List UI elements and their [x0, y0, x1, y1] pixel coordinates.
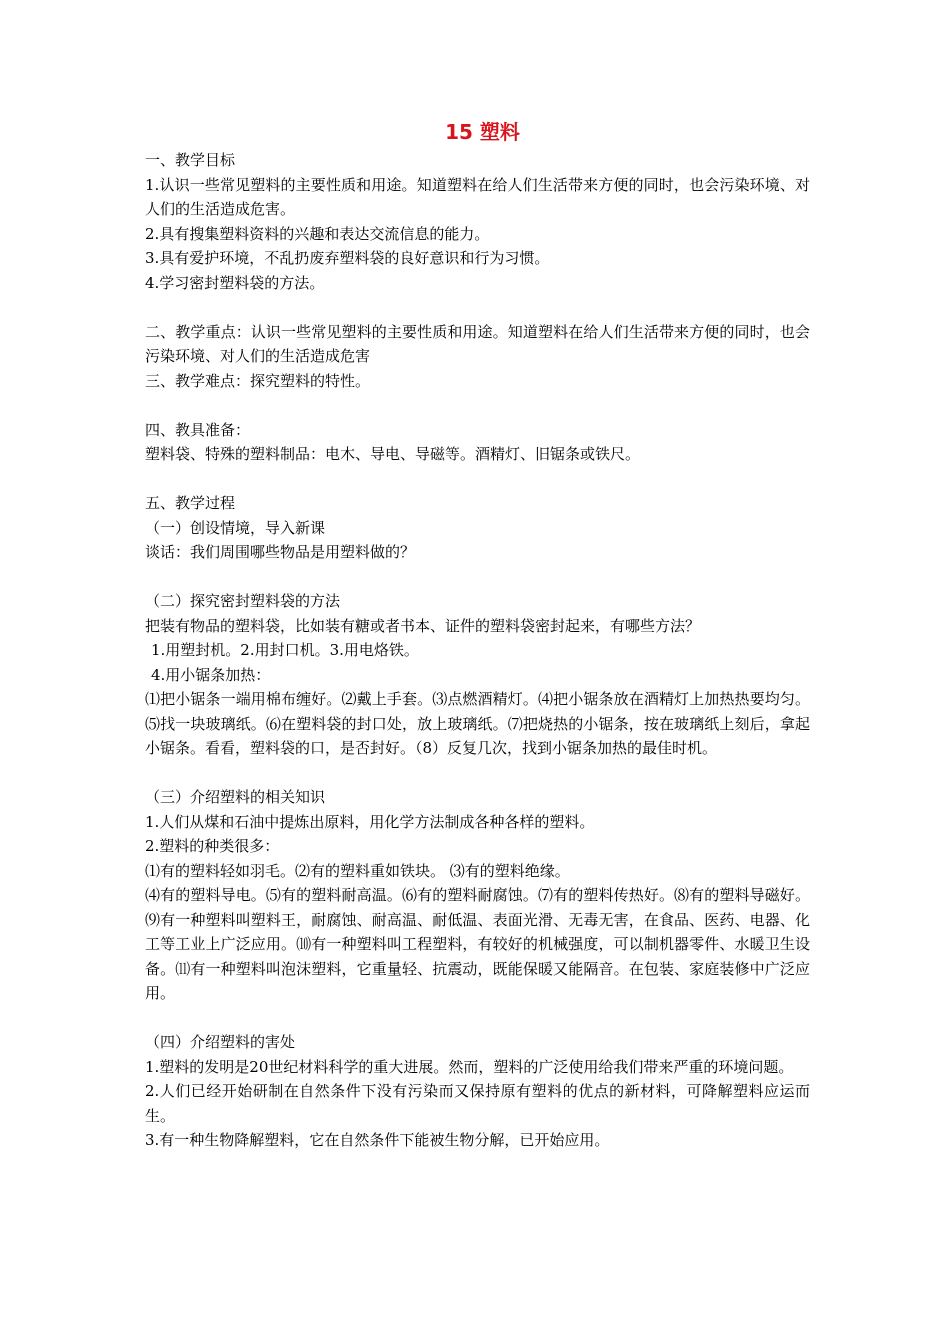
materials-heading: 四、教具准备： [145, 420, 251, 439]
part2-methods: 1.用塑封机。2.用封口机。3.用电烙铁。 [151, 641, 419, 659]
part2-intro: 把装有物品的塑料袋，比如装有糖或者书本、证件的塑料袋密封起来，有哪些方法？ [145, 616, 701, 635]
part3-heading: （三）介绍塑料的相关知识 [145, 788, 326, 806]
document-title: 15 塑料 [445, 120, 520, 144]
goal-item-2: 2.具有搜集塑料资料的兴趣和表达交流信息的能力。 [145, 224, 490, 243]
goal-item-1: 1.认识一些常见塑料的主要性质和用途。知道塑料在给人们生活带来方便的同时，也会污染环境、对人们的生活造成危害。 [145, 175, 810, 218]
part4-heading: （四）介绍塑料的害处 [145, 1033, 296, 1051]
part2-method4: 4.用小锯条加热： [151, 665, 271, 684]
spacer [145, 393, 810, 418]
materials-text: 塑料袋、特殊的塑料制品：电木、导电、导磁等。酒精灯、旧锯条或铁尺。 [145, 445, 641, 463]
part3-line-a: ⑴有的塑料轻如羽毛。⑵有的塑料重如铁块。 ⑶有的塑料绝缘。 [145, 861, 570, 880]
part1-text: 谈话：我们周围哪些物品是用塑料做的？ [145, 543, 416, 561]
part3-item2: 2.塑料的种类很多： [145, 837, 280, 855]
part3-line-b: ⑷有的塑料导电。⑸有的塑料耐高温。⑹有的塑料耐腐蚀。⑺有的塑料传热好。⑻有的塑料导磁好。⑼有一种塑料叫塑料王，耐腐蚀、耐高温、耐低温、表面光滑、无毒无害，在食品、医药、电器、化工等工业上广泛应用。⑽有一种塑料叫工程塑料，有较好的机械强度，可以制机器零件、水暖卫生设备。⑾有一种塑料叫泡沫塑料，它重量轻、抗震动，既能保暖又能隔音。在包装、家庭装修中广泛应用。 [145, 886, 810, 1002]
part2-steps: ⑴把小锯条一端用棉布缠好。⑵戴上手套。⑶点燃酒精灯。⑷把小锯条放在酒精灯上加热热要均匀。⑸找一块玻璃纸。⑹在塑料袋的封口处，放上玻璃纸。⑺把烧热的小锯条，按在玻璃纸上刻后，拿起小锯条。看看，塑料袋的口，是否封好。（8）反复几次，找到小锯条加热的最佳时机。 [145, 690, 810, 757]
key-points-paragraph: 二、教学重点：认识一些常见塑料的主要性质和用途。知道塑料在给人们生活带来方便的同时，也会污染环境、对人们的生活造成危害 [145, 322, 810, 365]
part4-item3: 3.有一种生物降解塑料，它在自然条件下能被生物分解，已开始应用。 [145, 1131, 610, 1149]
spacer [145, 1006, 810, 1031]
goals-heading: 一、教学目标 [145, 151, 236, 169]
goal-item-3: 3.具有爱护环境，不乱扔废弃塑料袋的良好意识和行为习惯。 [145, 249, 550, 267]
document-page [145, 118, 810, 1153]
spacer [145, 565, 810, 590]
spacer [145, 761, 810, 786]
part3-item1: 1.人们从煤和石油中提炼出原料，用化学方法制成各种各样的塑料。 [145, 812, 595, 831]
part2-heading: （二）探究密封塑料袋的方法 [145, 592, 341, 610]
spacer [145, 467, 810, 492]
process-heading: 五、教学过程 [145, 494, 236, 512]
part4-item1: 1.塑料的发明是20世纪材料科学的重大进展。然而，塑料的广泛使用给我们带来严重的环境问题。 [145, 1057, 794, 1076]
part1-heading: （一）创设情境，导入新课 [145, 518, 326, 537]
spacer [145, 295, 810, 320]
part4-item2: 2.人们已经开始研制在自然条件下没有污染而又保持原有塑料的优点的新材料，可降解塑料应运而生。 [145, 1082, 810, 1125]
goal-item-4: 4.学习密封塑料袋的方法。 [145, 273, 325, 292]
difficulty-paragraph: 三、教学难点：探究塑料的特性。 [145, 371, 371, 390]
